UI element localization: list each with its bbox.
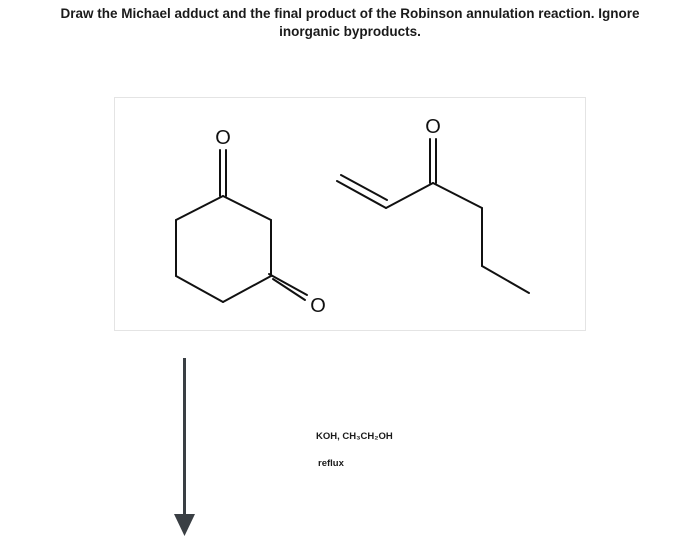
- pent-1-en-3-one: [337, 139, 529, 293]
- reaction-arrow: [170, 358, 200, 538]
- single-bond: [482, 266, 529, 293]
- single-bond: [386, 183, 433, 208]
- carbonyl-double-bond: [273, 279, 305, 300]
- cyclohexane-1-3-dione: [176, 150, 307, 302]
- reagents-label: KOH, CH₃CH₂OH: [316, 431, 393, 442]
- arrow-shaft: [183, 358, 186, 518]
- oxygen-atom-label: O: [215, 127, 231, 149]
- conditions-label: reflux: [318, 458, 344, 469]
- ring-bond: [176, 196, 223, 220]
- arrow-head: [174, 514, 195, 536]
- carbonyl-double-bond: [269, 274, 307, 295]
- question-text: [10, 5, 690, 41]
- oxygen-atom-label: O: [425, 116, 441, 138]
- ring-bond: [223, 196, 271, 220]
- ring-bond: [176, 276, 223, 302]
- question-line-1: Draw the Michael adduct and the final product of the Robinson annulation reaction. Ignore: [60, 6, 640, 21]
- single-bond: [433, 183, 482, 208]
- reactants-panel: [114, 97, 586, 331]
- ring-bond: [223, 276, 271, 302]
- question-line-2: inorganic byproducts.: [279, 24, 421, 39]
- reactants-structures: [115, 98, 587, 332]
- oxygen-atom-label: O: [310, 295, 326, 317]
